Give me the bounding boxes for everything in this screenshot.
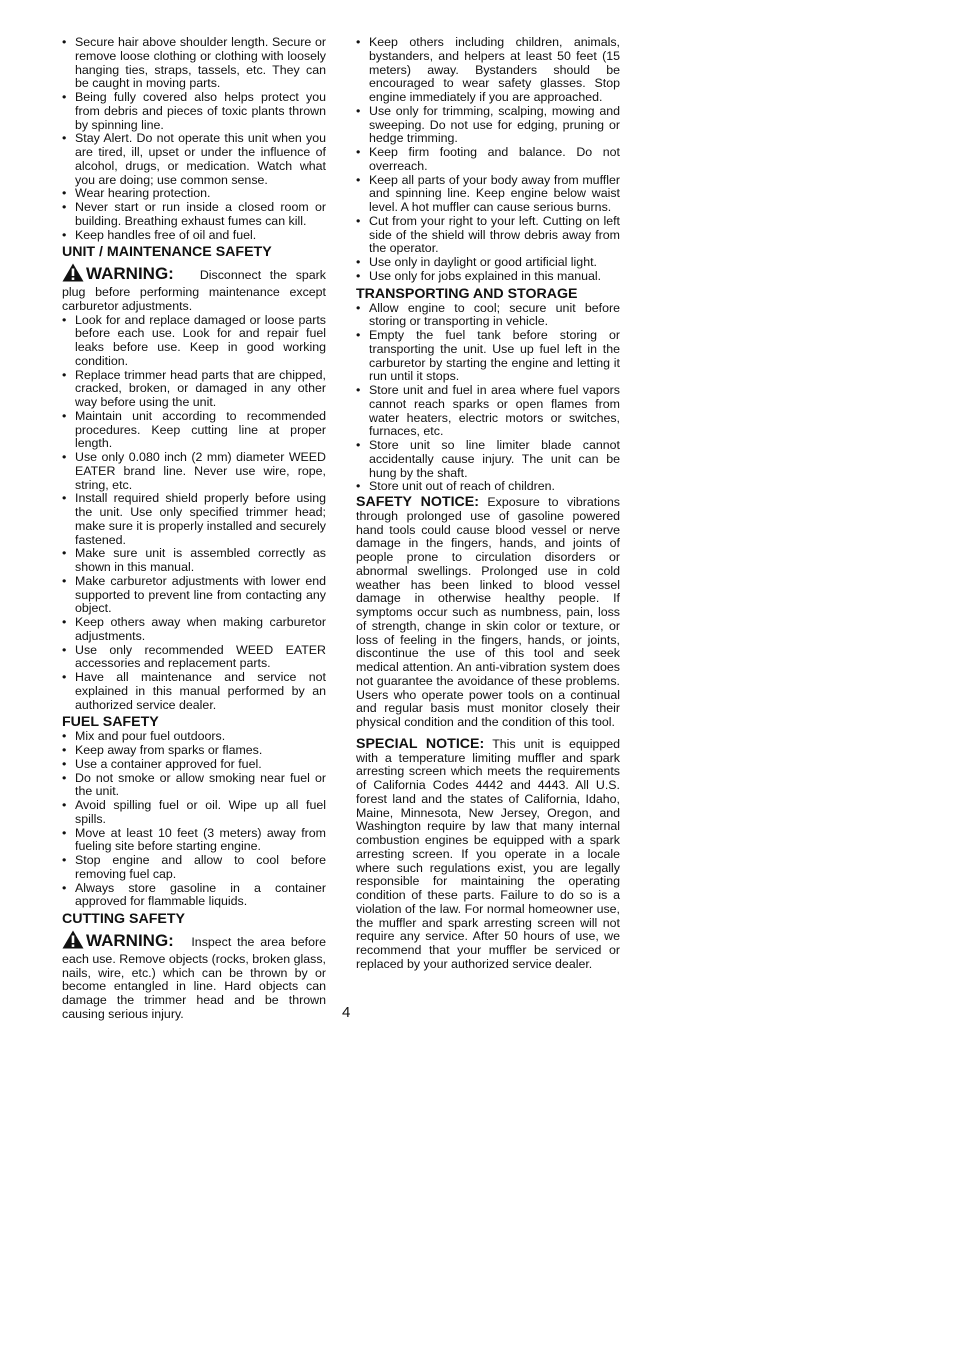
unit-maintenance-list bbox=[62, 314, 326, 713]
cutting-safety-heading: CUTTING SAFETY bbox=[62, 911, 185, 927]
list-item: • Keep others including children, animals, bystanders, and helpers at least 50 feet (15 meters) away. Bystanders should be encouraged to wear safety glasses. Stop engine immediately if you are approached. bbox=[356, 36, 620, 105]
list-item: • Stay Alert. Do not operate this unit when you are tired, ill, upset or under the influence of alcohol, drugs, or medication. Watch what you are doing; use common sense. bbox=[62, 132, 326, 187]
warning-triangle-icon bbox=[62, 263, 84, 286]
cutting-warning bbox=[62, 930, 326, 1022]
left-column bbox=[62, 36, 326, 1022]
list-item: • Use only 0.080 inch (2 mm) diameter WEED EATER brand line. Never use wire, rope, string, etc. bbox=[62, 451, 326, 492]
list-item: • Secure hair above shoulder length. Secure or remove loose clothing or clothing with loosely hanging ties, straps, tassels, etc. They can be caught in moving parts. bbox=[62, 36, 326, 91]
list-item: • Replace trimmer head parts that are chipped, cracked, broken, or damaged in any other way before using the unit. bbox=[62, 369, 326, 410]
list-item: • Use only for jobs explained in this manual. bbox=[356, 270, 620, 284]
list-item: • Keep firm footing and balance. Do not overreach. bbox=[356, 146, 620, 174]
list-item: • Keep handles free of oil and fuel. bbox=[62, 229, 326, 243]
list-item: • Keep others away when making carburetor adjustments. bbox=[62, 616, 326, 644]
list-item: • Move at least 10 feet (3 meters) away from fueling site before starting engine. bbox=[62, 827, 326, 855]
list-item: • Use a container approved for fuel. bbox=[62, 758, 326, 772]
list-item: • Install required shield properly before using the unit. Use only specified trimmer head; make sure it is properly installed and securely fastened. bbox=[62, 492, 326, 547]
fuel-safety-heading: FUEL SAFETY bbox=[62, 714, 159, 731]
warning-text: Inspect the area before each use. Remove objects (rocks, broken glass, nails, wire, etc.) which can be thrown by or become entangled in line. Hard objects can damage the trimmer head and be thrown causing serious injury. bbox=[62, 935, 326, 1021]
list-item: • Maintain unit according to recommended procedures. Keep cutting line at proper length. bbox=[62, 410, 326, 451]
cutting-safety-list bbox=[356, 36, 620, 284]
warning-label: WARNING: bbox=[86, 264, 174, 284]
list-item: • Stop engine and allow to cool before removing fuel cap. bbox=[62, 854, 326, 882]
list-item: • Use only recommended WEED EATER accessories and replacement parts. bbox=[62, 644, 326, 672]
safety-notice-text: Exposure to vibrations through prolonged use of gasoline powered hand tools could cause blood vessel or nerve damage in the fingers, hands, and joints of people prone to circulation disorders or abnormal swellings. Prolonged use in cold weather has been linked to blood vessel damage in otherwise healthy people. If symptoms occur such as numbness, pain, loss of strength, change in skin color or texture, or loss of feeling in the fingers, hands, or joints, discontinue the use of this tool and seek medical attention. An anti-vibration system does not guarantee the avoidance of these problems. Users who operate power tools on a continual and regular basis must monitor closely their physical condition and the condition of this tool. bbox=[356, 495, 620, 729]
safety-notice bbox=[356, 496, 620, 730]
warning-triangle-icon bbox=[62, 930, 84, 953]
warning-text: Disconnect the spark plug before performing maintenance except carburetor adjustments. bbox=[62, 268, 327, 313]
page-number: 4 bbox=[342, 1004, 351, 1021]
personal-safety-list bbox=[62, 36, 326, 242]
list-item: • Being fully covered also helps protect you from debris and pieces of toxic plants thrown by spinning line. bbox=[62, 91, 326, 132]
transporting-storage-list bbox=[356, 302, 620, 495]
list-item: • Empty the fuel tank before storing or transporting the unit. Use up fuel left in the carburetor by starting the engine and letting it run until it stops. bbox=[356, 329, 620, 384]
special-notice-text: This unit is equipped with a temperature limiting muffler and spark arresting screen which meets the requirements of California Codes 4442 and 4443. All U.S. forest land and the states of California, Idaho, Maine, Minnesota, New Jersey, Oregon, and Washington require by law that many internal combustion engines be equipped with a spark arresting screen. If you operate in a locale where such regulations exist, you are legally responsible for maintaining the operating condition of these parts. Failure to do so is a violation of the law. For normal homeowner use, the muffler and spark arresting screen will not require any service. After 50 hours of use, we recommend that your muffler be serviced or replaced by your authorized service dealer. bbox=[356, 736, 621, 971]
special-notice-label: SPECIAL NOTICE: bbox=[356, 735, 485, 752]
list-item: • Do not smoke or allow smoking near fuel or the unit. bbox=[62, 772, 326, 800]
list-item: • Wear hearing protection. bbox=[62, 187, 326, 201]
list-item: • Cut from your right to your left. Cutting on left side of the shield will throw debris away from the operator. bbox=[356, 215, 620, 256]
list-item: • Look for and replace damaged or loose parts before each use. Look for and repair fuel leaks before use. Keep in good working condition. bbox=[62, 314, 326, 369]
list-item: • Make sure unit is assembled correctly as shown in this manual. bbox=[62, 547, 326, 575]
list-item: • Have all maintenance and service not explained in this manual performed by an authorized service dealer. bbox=[62, 671, 326, 712]
list-item: • Store unit so line limiter blade cannot accidentally cause injury. The unit can be hung by the shaft. bbox=[356, 439, 620, 480]
list-item: • Keep away from sparks or flames. bbox=[62, 744, 326, 758]
warning-label: WARNING: bbox=[86, 931, 174, 950]
special-notice bbox=[356, 735, 621, 972]
list-item: • Never start or run inside a closed room or building. Breathing exhaust fumes can kill. bbox=[62, 201, 326, 229]
unit-warning bbox=[62, 263, 326, 313]
list-item: • Keep all parts of your body away from muffler and spinning line. Keep engine below waist level. A hot muffler can cause serious burns. bbox=[356, 174, 620, 215]
list-item: • Store unit out of reach of children. bbox=[356, 480, 620, 494]
list-item: • Avoid spilling fuel or oil. Wipe up all fuel spills. bbox=[62, 799, 326, 827]
list-item: • Use only in daylight or good artificial light. bbox=[356, 256, 620, 270]
list-item: • Use only for trimming, scalping, mowing and sweeping. Do not use for edging, pruning or hedge trimming. bbox=[356, 105, 620, 146]
unit-maintenance-heading: UNIT / MAINTENANCE SAFETY bbox=[62, 244, 272, 261]
right-column bbox=[356, 36, 620, 972]
list-item: • Always store gasoline in a container approved for flammable liquids. bbox=[62, 882, 326, 910]
list-item: • Make carburetor adjustments with lower end supported to prevent line from contacting any object. bbox=[62, 575, 326, 616]
list-item: • Mix and pour fuel outdoors. bbox=[62, 730, 326, 744]
transporting-storage-heading: TRANSPORTING AND STORAGE bbox=[356, 285, 578, 302]
fuel-safety-list bbox=[62, 730, 326, 909]
list-item: • Store unit and fuel in area where fuel vapors cannot reach sparks or open flames from water heaters, electric motors or switches, furnaces, etc. bbox=[356, 384, 620, 439]
safety-notice-label: SAFETY NOTICE: bbox=[356, 494, 479, 510]
list-item: • Allow engine to cool; secure unit before storing or transporting in vehicle. bbox=[356, 302, 620, 330]
